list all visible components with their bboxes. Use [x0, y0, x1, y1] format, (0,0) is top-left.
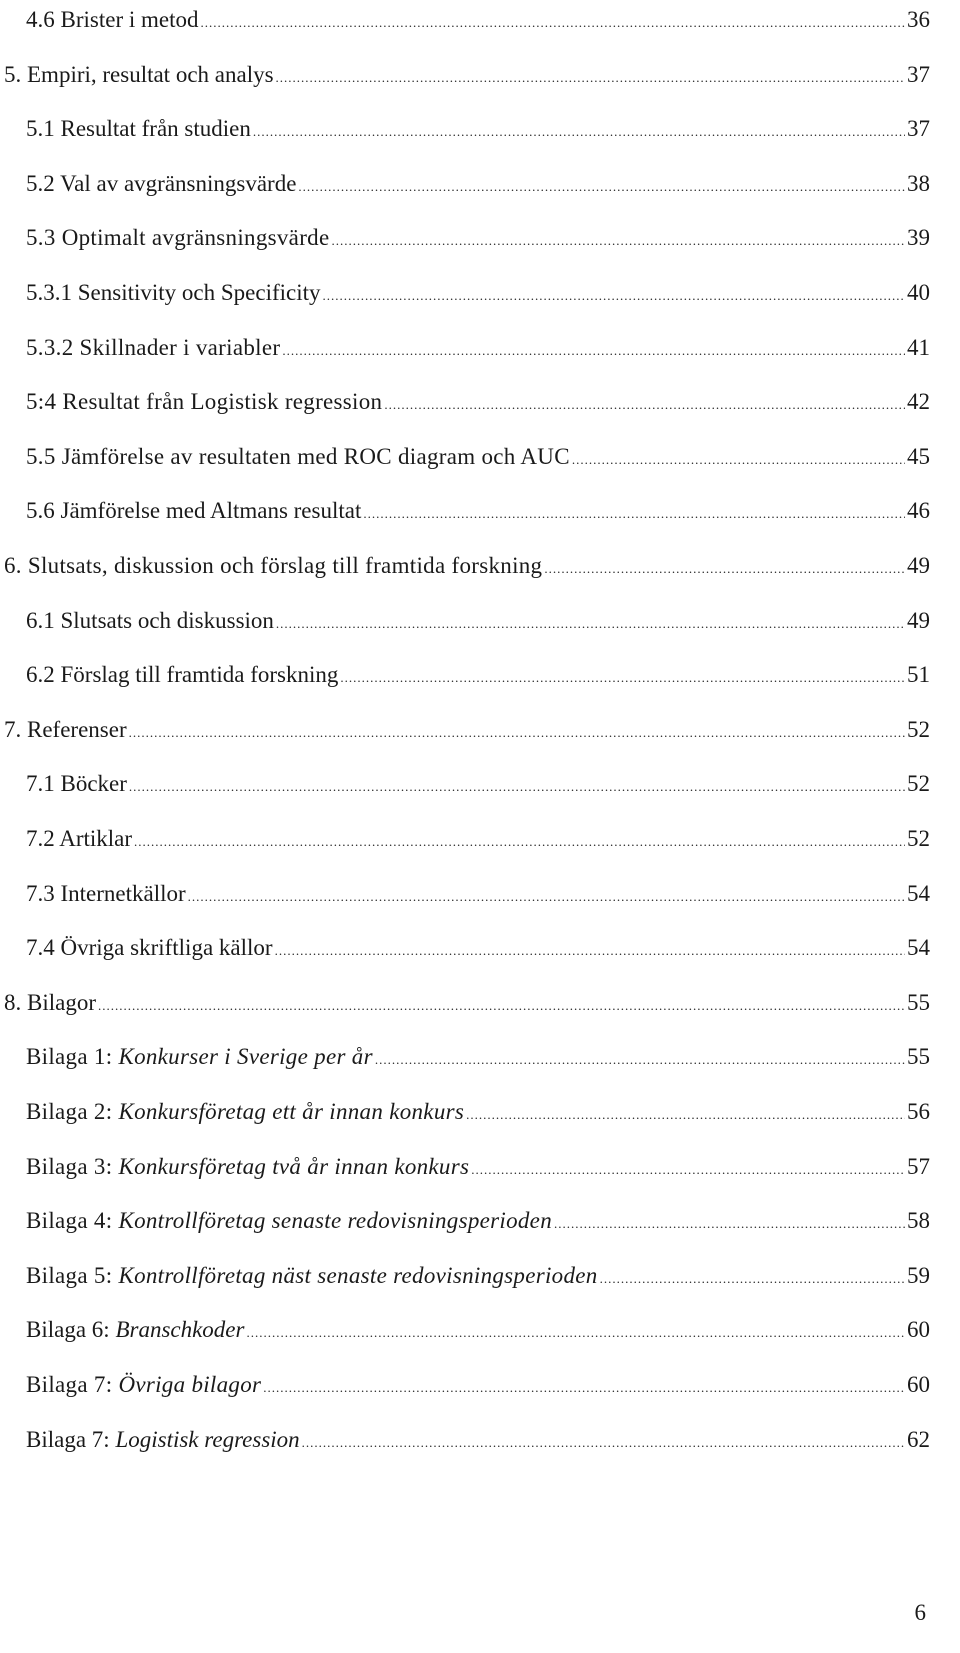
toc-entry-text: 5.2 Val av avgränsningsvärde: [26, 170, 297, 196]
toc-entry-text: 5.1 Resultat från studien: [26, 116, 251, 142]
dot-leader: [134, 822, 905, 862]
toc-entry-text: 6.2 Förslag till framtida forskning: [26, 662, 339, 688]
toc-row: [26, 764, 930, 804]
dot-leader: [298, 167, 905, 207]
toc-page-number: 52: [907, 826, 930, 851]
toc-entry[interactable]: [0, 1310, 960, 1350]
toc-entry-title: [4, 55, 274, 95]
toc-page-number: 39: [907, 225, 930, 251]
toc-page-number: 40: [907, 280, 930, 305]
toc-entry-text: Bilaga 7:: [26, 1426, 116, 1452]
toc-entry-title: [4, 710, 127, 750]
toc-entry-title: [26, 1092, 464, 1132]
toc-entry[interactable]: [0, 1256, 960, 1296]
toc-entry-italic-title: Branschkoder: [115, 1317, 245, 1343]
toc-row: [4, 983, 930, 1023]
toc-entry-title: [26, 1256, 598, 1296]
toc-entry[interactable]: [0, 1037, 960, 1077]
toc-entry-text: 5.3.1 Sensitivity och Specificity: [26, 280, 321, 305]
toc-row: [26, 1092, 930, 1132]
toc-page-number: 62: [907, 1426, 930, 1452]
toc-entry[interactable]: [0, 0, 960, 40]
toc-entry-title: [26, 0, 198, 40]
dot-leader: [554, 1204, 905, 1244]
toc-row: [26, 382, 930, 422]
toc-entry[interactable]: [0, 1147, 960, 1187]
dot-leader: [375, 1040, 905, 1080]
toc-row: [26, 1256, 930, 1296]
toc-entry-title: [26, 382, 382, 422]
toc-entry-title: [26, 819, 132, 859]
toc-entry[interactable]: [0, 983, 960, 1023]
toc-entry-title: [26, 218, 329, 258]
dot-leader: [253, 112, 905, 152]
toc-entry[interactable]: [0, 1201, 960, 1241]
toc-page-number: 55: [907, 989, 930, 1015]
toc-entry-title: [26, 164, 296, 204]
toc-row: [26, 218, 930, 258]
toc-entry-italic-title: Kontrollföretag näst senaste redovisningsperioden: [118, 1262, 598, 1288]
dot-leader: [98, 986, 905, 1026]
toc-entry[interactable]: [0, 491, 960, 531]
toc-entry-text: 5.3 Optimalt avgränsningsvärde: [26, 225, 330, 251]
toc-page-number: 45: [907, 443, 930, 469]
toc-page-number: 37: [907, 61, 930, 87]
dot-leader: [323, 276, 906, 316]
toc-entry-title: [26, 437, 570, 477]
toc-entry-text: Bilaga 4:: [26, 1208, 119, 1234]
toc-entry-italic-title: Övriga bilagor: [118, 1372, 262, 1397]
toc-entry-text: 8. Bilagor: [4, 989, 96, 1015]
dot-leader: [384, 385, 905, 425]
toc-entry[interactable]: [0, 710, 960, 750]
toc-entry-italic-title: Konkurser i Sverige per år: [118, 1044, 373, 1070]
toc-row: [26, 273, 930, 313]
toc-entry-text: 7.2 Artiklar: [26, 826, 133, 851]
toc-entry[interactable]: [0, 109, 960, 149]
toc-entry-italic-title: Konkursföretag två år innan konkurs: [118, 1153, 470, 1179]
toc-row: [4, 546, 930, 586]
toc-entry-title: [4, 546, 542, 586]
toc-page-number: 38: [907, 170, 930, 196]
toc-entry-text: 7. Referenser: [4, 716, 127, 742]
dot-leader: [276, 58, 905, 98]
toc-entry[interactable]: [0, 1092, 960, 1132]
toc-row: [26, 491, 930, 531]
toc-page-number: 55: [907, 1044, 930, 1070]
toc-page-number: 46: [907, 498, 930, 524]
toc-row: [26, 1201, 930, 1241]
toc-entry-title: [26, 601, 274, 641]
toc-row: [26, 109, 930, 149]
toc-entry-text: 5.3.2 Skillnader i variabler: [26, 334, 281, 360]
dot-leader: [275, 931, 905, 971]
toc-entry[interactable]: [0, 601, 960, 641]
toc-entry[interactable]: [0, 55, 960, 95]
toc-entry-text: 5. Empiri, resultat och analys: [4, 61, 274, 87]
dot-leader: [188, 877, 905, 917]
toc-row: [26, 874, 930, 914]
toc-entry[interactable]: [0, 218, 960, 258]
toc-row: [4, 55, 930, 95]
toc-entry[interactable]: [0, 273, 960, 313]
toc-entry[interactable]: [0, 874, 960, 914]
toc-entry-text: Bilaga 2:: [26, 1099, 119, 1124]
toc-page-number: 60: [907, 1317, 930, 1343]
toc-entry-text: 4.6 Brister i metod: [26, 7, 199, 32]
toc-page-number: 49: [907, 607, 930, 633]
toc-page-number: 36: [907, 7, 930, 32]
toc-entry-text: 7.4 Övriga skriftliga källor: [26, 935, 273, 961]
toc-row: [26, 1310, 930, 1350]
toc-entry-text: 6. Slutsats, diskussion och förslag till framtida forskning: [4, 553, 543, 578]
toc-entry-title: [26, 1420, 300, 1460]
toc-row: [26, 601, 930, 641]
toc-entry-title: [26, 273, 321, 313]
toc-entry-italic-title: Kontrollföretag senaste redovisningsperioden: [118, 1208, 552, 1234]
toc-page-number: 59: [907, 1262, 930, 1288]
toc-entry[interactable]: [0, 1420, 960, 1460]
toc-entry-title: [26, 764, 127, 804]
toc-page-number: 49: [907, 553, 930, 578]
dot-leader: [466, 1095, 905, 1135]
toc-row: [26, 1147, 930, 1187]
toc-entry-title: [26, 874, 186, 914]
toc-entry-text: 5:4 Resultat från Logistisk regression: [26, 389, 383, 415]
toc-row: [26, 437, 930, 477]
dot-leader: [363, 494, 905, 534]
toc-entry-text: Bilaga 5:: [26, 1262, 119, 1288]
toc-entry-italic-title: Konkursföretag ett år innan konkurs: [118, 1099, 465, 1124]
dot-leader: [129, 767, 905, 807]
toc-page-number: 56: [907, 1099, 930, 1124]
toc-entry[interactable]: [0, 164, 960, 204]
toc-entry-text: Bilaga 7:: [26, 1372, 119, 1397]
toc-entry-text: 7.3 Internetkällor: [26, 880, 186, 906]
toc-page-number: 54: [907, 935, 930, 961]
dot-leader: [276, 604, 905, 644]
toc-entry-text: 5.5 Jämförelse av resultaten med ROC diagram och AUC: [26, 443, 570, 469]
toc-entry[interactable]: [0, 1365, 960, 1405]
page-number: 6: [914, 1600, 926, 1625]
toc-page-number: 52: [907, 771, 930, 797]
toc-row: [26, 1365, 930, 1405]
toc-entry-title: [26, 328, 280, 368]
toc-entry[interactable]: [0, 819, 960, 859]
toc-page-number: 60: [907, 1372, 930, 1397]
toc-entry-title: [26, 1147, 469, 1187]
dot-leader: [572, 440, 905, 480]
toc-row: [26, 328, 930, 368]
toc-entry[interactable]: [0, 382, 960, 422]
toc-page-number: 57: [907, 1153, 930, 1179]
toc-page-number: 51: [907, 662, 930, 688]
toc-row: [26, 655, 930, 695]
toc-row: [26, 1420, 930, 1460]
dot-leader: [340, 658, 905, 698]
dot-leader: [544, 549, 905, 589]
dot-leader: [129, 713, 905, 753]
toc-page-number: 52: [907, 716, 930, 742]
toc-entry-title: [26, 491, 361, 531]
toc-entry-italic-title: Logistisk regression: [115, 1426, 300, 1452]
toc-entry-text: 5.6 Jämförelse med Altmans resultat: [26, 498, 362, 524]
toc-page-number: 54: [907, 880, 930, 906]
toc-row: [26, 0, 930, 40]
toc-entry-title: [26, 1365, 261, 1405]
toc-entry[interactable]: [0, 928, 960, 968]
toc-entry[interactable]: [0, 546, 960, 586]
toc-entry-text: Bilaga 6:: [26, 1317, 116, 1343]
toc-row: [26, 819, 930, 859]
dot-leader: [302, 1423, 905, 1463]
dot-leader: [200, 3, 905, 43]
toc-entry-title: [26, 1201, 552, 1241]
toc-page-number: 37: [907, 116, 930, 142]
dot-leader: [282, 331, 905, 371]
toc-entry-text: 7.1 Böcker: [26, 771, 127, 797]
toc-row: [26, 1037, 930, 1077]
toc-entry-text: Bilaga 1:: [26, 1044, 119, 1070]
toc-entry-title: [26, 655, 338, 695]
toc-entry[interactable]: [0, 655, 960, 695]
toc-entry-title: [26, 1037, 373, 1077]
dot-leader: [246, 1313, 905, 1353]
toc-entry[interactable]: [0, 328, 960, 368]
toc-row: [4, 710, 930, 750]
toc-row: [26, 928, 930, 968]
toc-entry-title: [26, 1310, 244, 1350]
toc-entry-title: [4, 983, 96, 1023]
dot-leader: [263, 1368, 905, 1408]
toc-page-number: 58: [907, 1208, 930, 1234]
toc-row: [26, 164, 930, 204]
toc-entry-title: [26, 109, 251, 149]
toc-page-number: 41: [907, 334, 930, 360]
toc-entry[interactable]: [0, 437, 960, 477]
dot-leader: [600, 1259, 905, 1299]
toc-entry-text: Bilaga 3:: [26, 1153, 119, 1179]
toc-entry-title: [26, 928, 273, 968]
toc-entry-text: 6.1 Slutsats och diskussion: [26, 607, 274, 633]
dot-leader: [331, 221, 905, 261]
dot-leader: [471, 1150, 905, 1190]
toc-entry[interactable]: [0, 764, 960, 804]
toc-page-number: 42: [907, 389, 930, 415]
